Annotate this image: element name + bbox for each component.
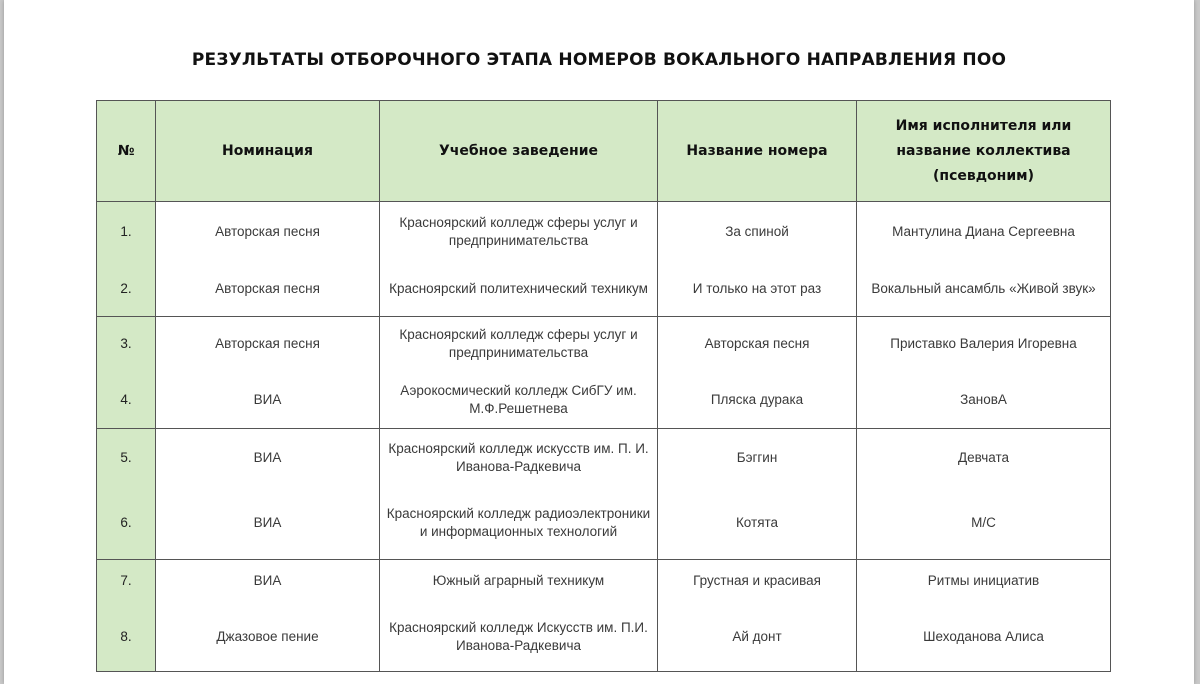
cell-num: 8. xyxy=(97,602,156,672)
cell-number-title: Бэггин xyxy=(658,429,857,487)
table-row xyxy=(97,371,1111,429)
header-nomination: Номинация xyxy=(156,101,380,202)
header-number-title: Название номера xyxy=(658,101,857,202)
cell-performer: Шеходанова Алиса xyxy=(857,602,1111,672)
document-title: РЕЗУЛЬТАТЫ ОТБОРОЧНОГО ЭТАПА НОМЕРОВ ВОКАЛЬНОГО НАПРАВЛЕНИЯ ПОО xyxy=(191,50,1007,70)
cell-performer: Мантулина Диана Сергеевна xyxy=(857,202,1111,262)
cell-number-title: Авторская песня xyxy=(658,317,857,372)
cell-school: Аэрокосмический колледж СибГУ им. М.Ф.Решетнева xyxy=(380,371,658,429)
cell-school: Красноярский колледж сферы услуг и предпринимательства xyxy=(380,202,658,262)
cell-nomination: Авторская песня xyxy=(156,261,380,317)
table-row xyxy=(97,429,1111,487)
cell-performer: Девчата xyxy=(857,429,1111,487)
cell-number-title: Котята xyxy=(658,486,857,560)
cell-number-title: Пляска дурака xyxy=(658,371,857,429)
cell-num: 7. xyxy=(97,560,156,603)
document-page xyxy=(4,0,1194,684)
cell-school: Красноярский колледж Искусств им. П.И. Иванова-Радкевича xyxy=(380,602,658,672)
cell-num: 5. xyxy=(97,429,156,487)
cell-performer: Вокальный ансамбль «Живой звук» xyxy=(857,261,1111,317)
cell-number-title: За спиной xyxy=(658,202,857,262)
cell-performer: Ритмы инициатив xyxy=(857,560,1111,603)
cell-school: Красноярский колледж радиоэлектроники и информационных технологий xyxy=(380,486,658,560)
header-performer: Имя исполнителя или название коллектива (псевдоним) xyxy=(857,101,1111,202)
table-row xyxy=(97,486,1111,560)
cell-nomination: Авторская песня xyxy=(156,317,380,372)
table-row xyxy=(97,560,1111,603)
results-table xyxy=(96,100,1111,672)
cell-performer: М/С xyxy=(857,486,1111,560)
header-school: Учебное заведение xyxy=(380,101,658,202)
cell-number-title: Грустная и красивая xyxy=(658,560,857,603)
table-body xyxy=(97,202,1111,672)
table-row xyxy=(97,602,1111,672)
cell-nomination: ВИА xyxy=(156,560,380,603)
cell-num: 6. xyxy=(97,486,156,560)
cell-num: 1. xyxy=(97,202,156,262)
cell-performer: Приставко Валерия Игоревна xyxy=(857,317,1111,372)
table-header xyxy=(97,101,1111,202)
table-row xyxy=(97,202,1111,262)
cell-num: 3. xyxy=(97,317,156,372)
cell-nomination: Авторская песня xyxy=(156,202,380,262)
cell-nomination: ВИА xyxy=(156,429,380,487)
cell-nomination: Джазовое пение xyxy=(156,602,380,672)
cell-school: Красноярский политехнический техникум xyxy=(380,261,658,317)
cell-num: 2. xyxy=(97,261,156,317)
cell-school: Красноярский колледж искусств им. П. И. Иванова-Радкевича xyxy=(380,429,658,487)
cell-nomination: ВИА xyxy=(156,371,380,429)
cell-performer: ЗановА xyxy=(857,371,1111,429)
cell-num: 4. xyxy=(97,371,156,429)
table-row xyxy=(97,261,1111,317)
table-row xyxy=(97,317,1111,372)
cell-school: Южный аграрный техникум xyxy=(380,560,658,603)
cell-school: Красноярский колледж сферы услуг и предпринимательства xyxy=(380,317,658,372)
cell-number-title: И только на этот раз xyxy=(658,261,857,317)
cell-nomination: ВИА xyxy=(156,486,380,560)
header-num: № xyxy=(97,101,156,202)
cell-number-title: Ай донт xyxy=(658,602,857,672)
results-table-container xyxy=(96,100,1110,672)
